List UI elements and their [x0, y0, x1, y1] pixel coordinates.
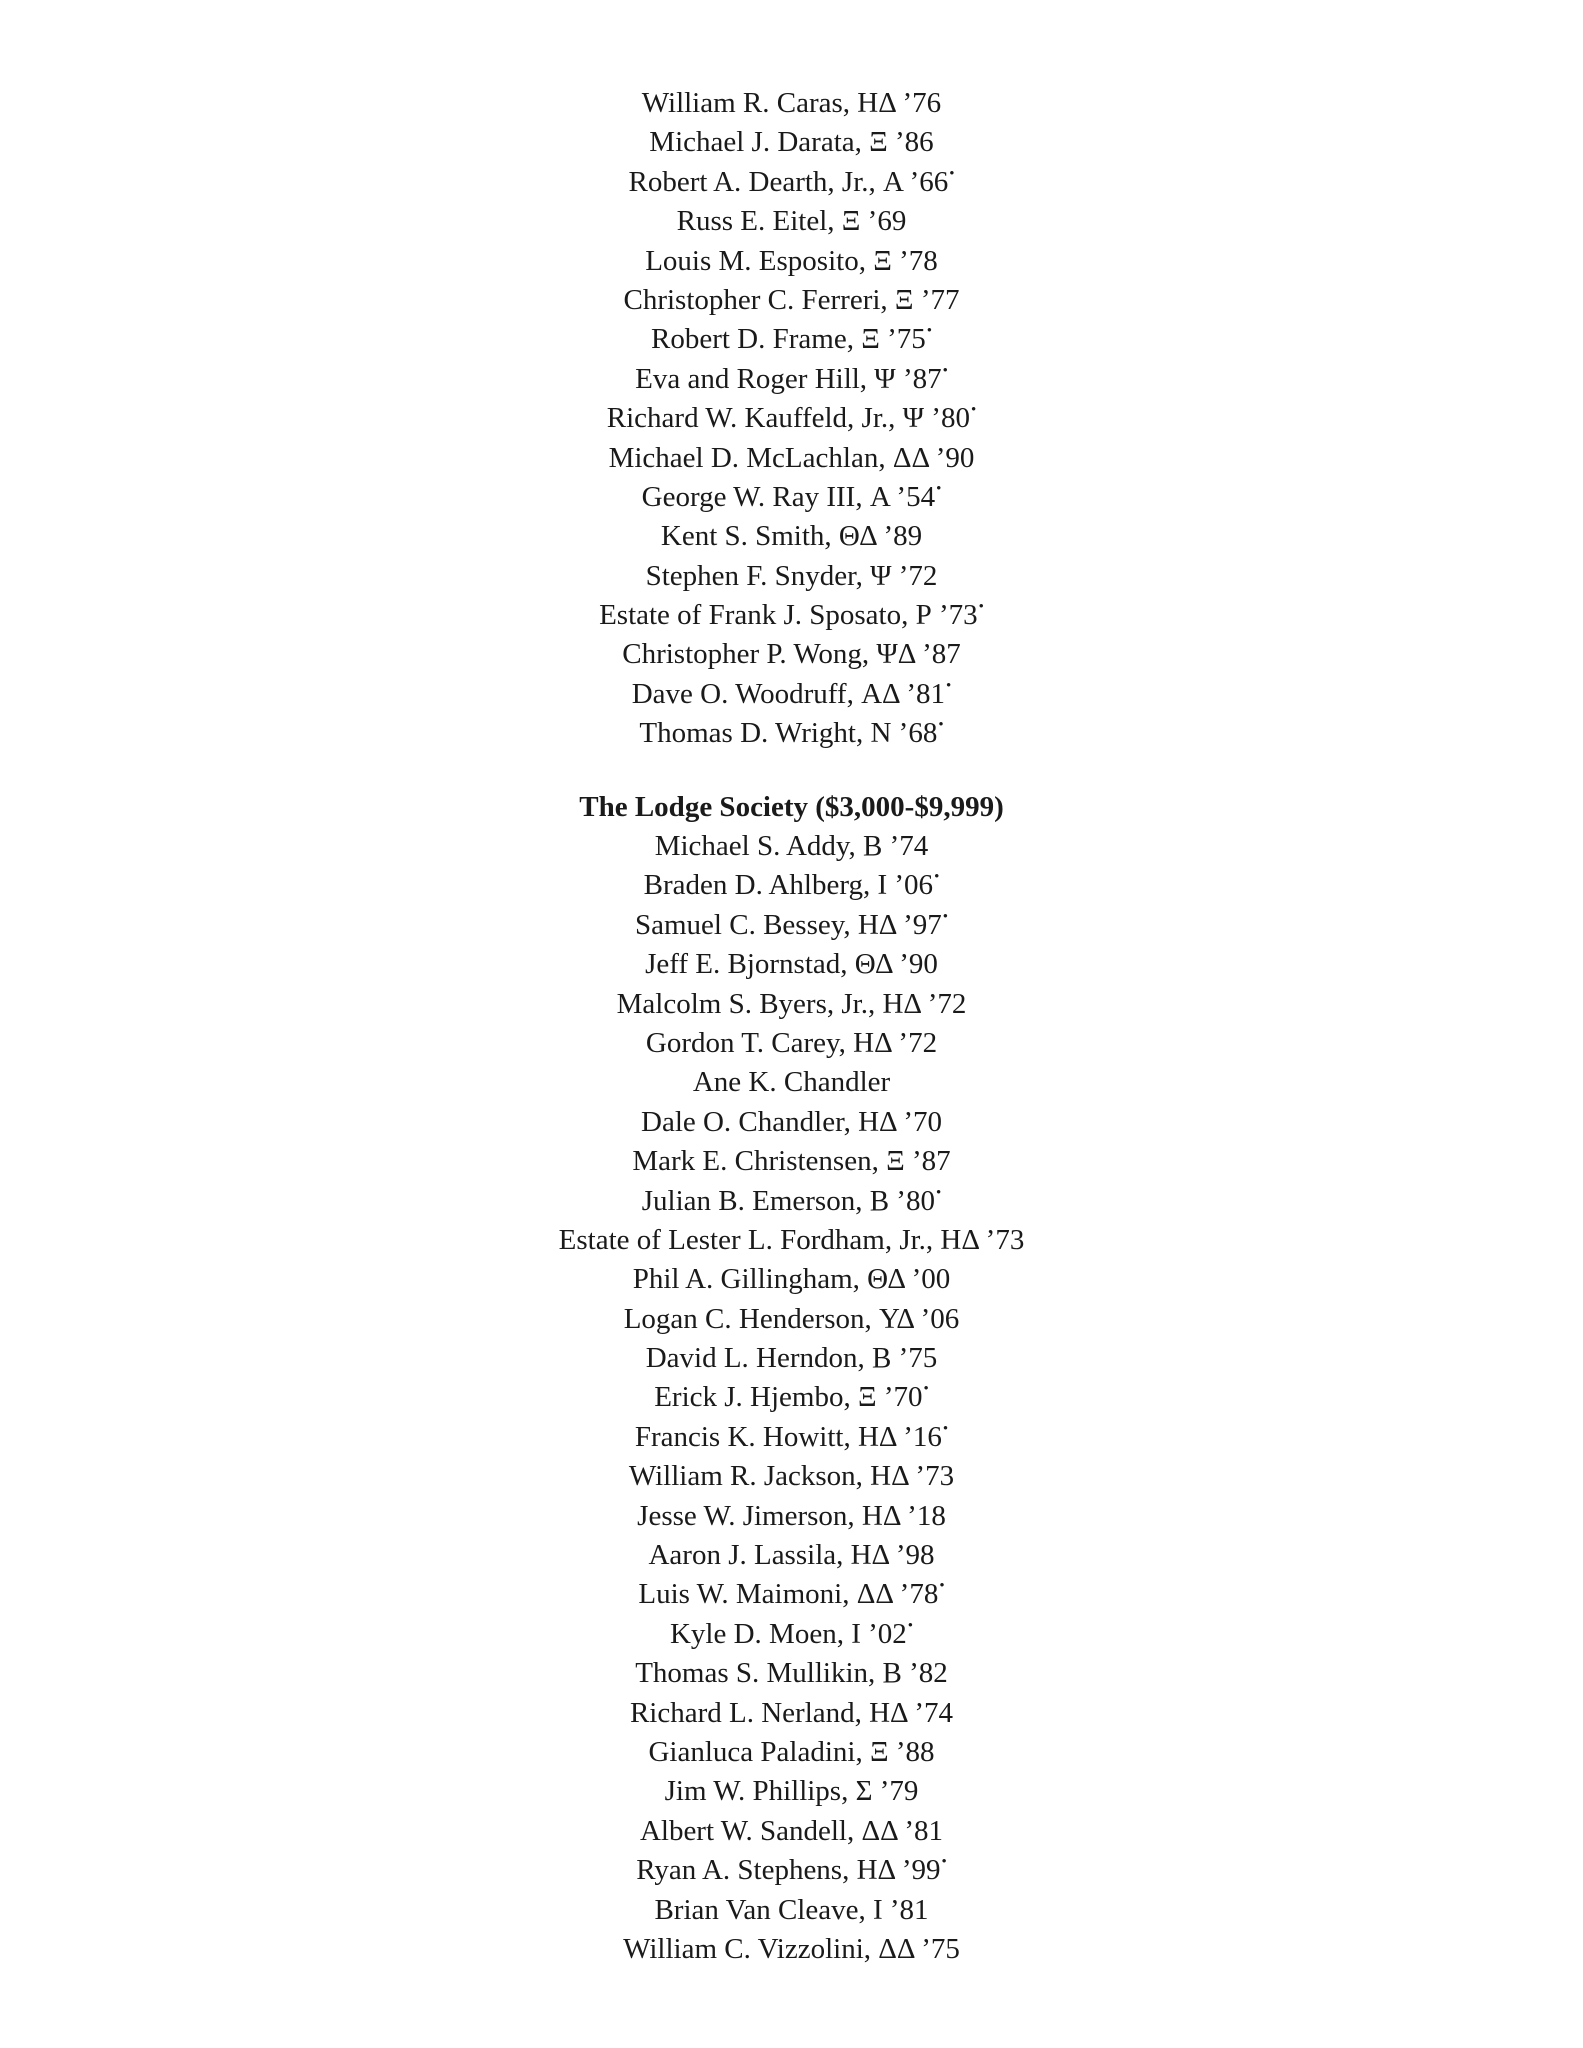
donor-name: Stephen F. Snyder, Ψ ’72 [645, 559, 938, 592]
donor-entry [0, 281, 1583, 320]
donor-name: Jesse W. Jimerson, ΗΔ ’18 [637, 1499, 946, 1532]
donor-name: Thomas D. Wright, Ν ’68 [639, 717, 938, 750]
lodge-society-section [0, 787, 1583, 1969]
donor-entry [0, 1024, 1583, 1063]
donor-name: Luis W. Maimoni, ΔΔ ’78 [638, 1578, 939, 1611]
donor-name: Julian B. Emerson, Β ’80 [641, 1184, 935, 1217]
donor-entry [0, 320, 1583, 359]
donor-entry [0, 1615, 1583, 1654]
donor-entry [0, 635, 1583, 674]
donor-name: William R. Jackson, ΗΔ ’73 [628, 1460, 955, 1493]
donor-name: William R. Caras, ΗΔ ’76 [641, 87, 942, 119]
donor-entry [0, 675, 1583, 714]
donor-entry [0, 1260, 1583, 1299]
donor-entry [0, 1891, 1583, 1930]
bullet-mark-icon: • [938, 717, 944, 734]
bullet-mark-icon: • [934, 869, 940, 886]
bullet-mark-icon: • [941, 1854, 947, 1871]
donor-name: Russ E. Eitel, Ξ ’69 [676, 205, 907, 238]
donor-entry [0, 1457, 1583, 1496]
donor-entry [0, 1575, 1583, 1614]
donor-entry [0, 1851, 1583, 1890]
donor-name: George W. Ray III, Α ’54 [641, 480, 936, 513]
donor-name: Aaron J. Lassila, ΗΔ ’98 [648, 1539, 935, 1572]
bullet-mark-icon: • [946, 677, 952, 694]
donor-entry [0, 517, 1583, 556]
donor-entry [0, 906, 1583, 945]
donor-name: Kent S. Smith, ΘΔ ’89 [660, 520, 923, 553]
donor-name: Richard L. Nerland, ΗΔ ’74 [629, 1696, 954, 1729]
donor-name: Michael D. McLachlan, ΔΔ ’90 [608, 441, 975, 474]
donor-name: Phil A. Gillingham, ΘΔ ’00 [632, 1263, 951, 1296]
bullet-mark-icon: • [939, 1578, 945, 1595]
donor-entry [0, 1772, 1583, 1811]
donor-entry [0, 439, 1583, 478]
donor-list-continued [0, 84, 1583, 754]
donor-entry [0, 1063, 1583, 1102]
lodge-society-list [0, 827, 1583, 1969]
donor-name: Gordon T. Carey, ΗΔ ’72 [645, 1026, 938, 1059]
donor-entry [0, 242, 1583, 281]
donor-name: Michael S. Addy, Β ’74 [654, 830, 929, 862]
donor-name: David L. Herndon, Β ’75 [645, 1342, 938, 1375]
donor-entry [0, 202, 1583, 241]
donor-entry [0, 478, 1583, 517]
donor-name: Ryan A. Stephens, ΗΔ ’99 [636, 1854, 941, 1887]
donor-entry [0, 945, 1583, 984]
bullet-mark-icon: • [935, 1184, 942, 1201]
donor-entry [0, 399, 1583, 438]
donor-name: Gianluca Paladini, Ξ ’88 [648, 1735, 935, 1768]
bullet-mark-icon: • [949, 165, 955, 182]
donor-entry [0, 714, 1583, 753]
donor-name: Richard W. Kauffeld, Jr., Ψ ’80 [606, 402, 970, 435]
donor-entry [0, 1300, 1583, 1339]
donor-entry [0, 1497, 1583, 1536]
donor-name: Dale O. Chandler, ΗΔ ’70 [641, 1105, 942, 1138]
donor-entry [0, 596, 1583, 635]
donor-entry [0, 123, 1583, 162]
bullet-mark-icon: • [978, 599, 984, 616]
donor-entry [0, 1221, 1583, 1260]
donor-name: Louis M. Esposito, Ξ ’78 [645, 244, 938, 277]
donor-entry [0, 866, 1583, 905]
donor-entry [0, 1142, 1583, 1181]
bullet-mark-icon: • [936, 480, 942, 497]
donor-name: Erick J. Hjembo, Ξ ’70 [654, 1381, 923, 1414]
donor-entry [0, 1654, 1583, 1693]
donor-name: Eva and Roger Hill, Ψ ’87 [635, 362, 942, 395]
donor-name: Michael J. Darata, Ξ ’86 [649, 126, 934, 159]
bullet-mark-icon: • [907, 1617, 914, 1634]
donor-name: Logan C. Henderson, ΥΔ ’06 [623, 1302, 960, 1335]
donor-name: Dave O. Woodruff, ΑΔ ’81 [631, 677, 945, 710]
donor-name: Christopher C. Ferreri, Ξ ’77 [623, 283, 960, 316]
bullet-mark-icon: • [942, 362, 948, 379]
donor-entry [0, 1182, 1583, 1221]
donor-entry [0, 1733, 1583, 1772]
bullet-mark-icon: • [926, 323, 933, 340]
donor-entry [0, 1378, 1583, 1417]
donor-entry [0, 985, 1583, 1024]
donor-name: Mark E. Christensen, Ξ ’87 [632, 1145, 951, 1178]
bullet-mark-icon: • [923, 1381, 929, 1398]
donor-name: Francis K. Howitt, ΗΔ ’16 [634, 1420, 942, 1453]
donor-entry [0, 827, 1583, 866]
donor-entry [0, 1536, 1583, 1575]
donor-name: Jim W. Phillips, Σ ’79 [664, 1775, 919, 1808]
donor-name: Estate of Lester L. Fordham, Jr., ΗΔ ’73 [558, 1223, 1025, 1256]
donor-name: Albert W. Sandell, ΔΔ ’81 [639, 1814, 944, 1847]
donor-name: Kyle D. Moen, Ι ’02 [669, 1617, 907, 1650]
donor-entry [0, 163, 1583, 202]
donor-entry [0, 1103, 1583, 1142]
donor-name: Braden D. Ahlberg, Ι ’06 [643, 869, 934, 902]
section-heading: The Lodge Society ($3,000-$9,999) [579, 791, 1004, 823]
donor-entry [0, 1694, 1583, 1733]
donor-name: Robert D. Frame, Ξ ’75 [650, 323, 926, 356]
donor-name: Ane K. Chandler [692, 1066, 891, 1099]
donor-entry [0, 1930, 1583, 1969]
donor-entry [0, 1812, 1583, 1851]
donor-name: Malcolm S. Byers, Jr., ΗΔ ’72 [616, 987, 967, 1020]
donor-name: Jeff E. Bjornstad, ΘΔ ’90 [645, 948, 938, 981]
donor-name: Brian Van Cleave, Ι ’81 [654, 1893, 929, 1926]
bullet-mark-icon: • [942, 1420, 949, 1437]
donor-entry [0, 1418, 1583, 1457]
donor-entry [0, 360, 1583, 399]
donor-name: Estate of Frank J. Sposato, Ρ ’73 [599, 599, 978, 632]
donor-name: Christopher P. Wong, ΨΔ ’87 [622, 638, 961, 671]
donor-name: Samuel C. Bessey, ΗΔ ’97 [634, 908, 942, 941]
donor-entry [0, 557, 1583, 596]
donor-name: Robert A. Dearth, Jr., Α ’66 [628, 165, 949, 198]
bullet-mark-icon: • [970, 402, 977, 419]
donor-name: Thomas S. Mullikin, Β ’82 [635, 1657, 948, 1690]
donor-name: William C. Vizzolini, ΔΔ ’75 [623, 1932, 960, 1965]
donor-entry [0, 1339, 1583, 1378]
donor-entry [0, 84, 1583, 123]
bullet-mark-icon: • [942, 908, 949, 925]
